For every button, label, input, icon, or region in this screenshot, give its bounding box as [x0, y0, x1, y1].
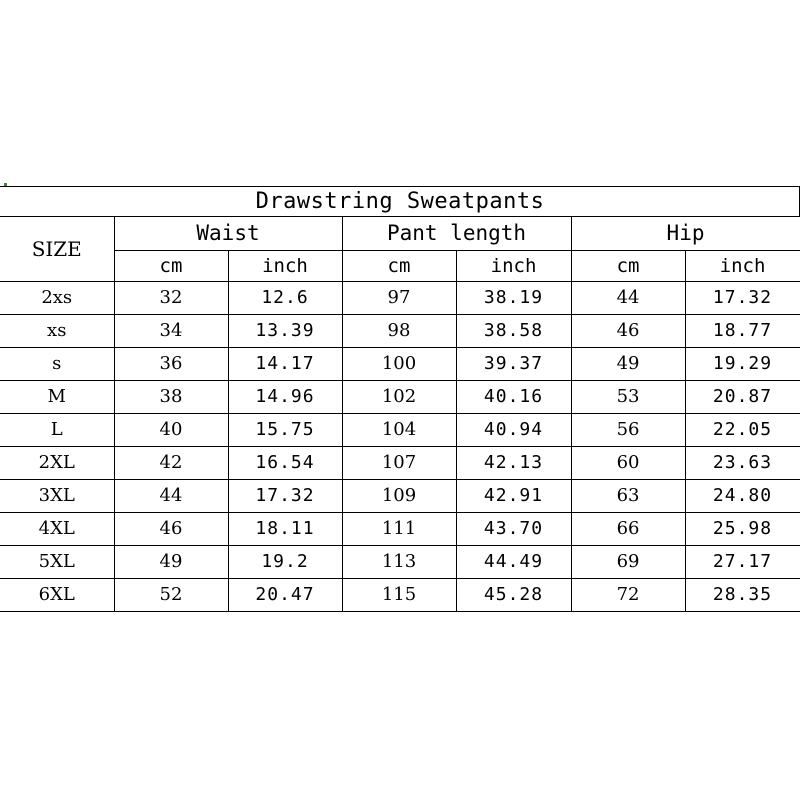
measurement-cell: 44: [571, 282, 685, 315]
header-row-groups: [0, 217, 800, 251]
chart-title-bar: [0, 186, 800, 216]
measurement-cell: 19.2: [228, 546, 342, 579]
table-row: [0, 480, 800, 513]
measurement-cell: 63: [571, 480, 685, 513]
measurement-cell: 40.94: [456, 414, 571, 447]
measurement-cell: 19.29: [685, 348, 800, 381]
measurement-cell: 113: [342, 546, 456, 579]
size-cell: 5XL: [0, 546, 114, 579]
measurement-cell: 17.32: [685, 282, 800, 315]
measurement-cell: 38: [114, 381, 228, 414]
measurement-cell: 32: [114, 282, 228, 315]
measurement-cell: 14.17: [228, 348, 342, 381]
measurement-cell: 18.77: [685, 315, 800, 348]
size-cell: 2XL: [0, 447, 114, 480]
table-row: [0, 447, 800, 480]
waist-group-header: Waist: [114, 217, 342, 251]
size-cell: 2xs: [0, 282, 114, 315]
measurement-cell: 115: [342, 579, 456, 612]
measurement-cell: 49: [114, 546, 228, 579]
measurement-cell: 97: [342, 282, 456, 315]
size-table-body: [0, 282, 800, 612]
size-cell: xs: [0, 315, 114, 348]
unit-header: cm: [114, 251, 228, 282]
table-row: [0, 348, 800, 381]
measurement-cell: 98: [342, 315, 456, 348]
measurement-cell: 16.54: [228, 447, 342, 480]
measurement-cell: 15.75: [228, 414, 342, 447]
measurement-cell: 66: [571, 513, 685, 546]
measurement-cell: 42.13: [456, 447, 571, 480]
measurement-cell: 49: [571, 348, 685, 381]
table-row: [0, 381, 800, 414]
pant-length-group-header: Pant length: [342, 217, 571, 251]
measurement-cell: 13.39: [228, 315, 342, 348]
measurement-cell: 36: [114, 348, 228, 381]
unit-header: inch: [685, 251, 800, 282]
measurement-cell: 102: [342, 381, 456, 414]
measurement-cell: 40: [114, 414, 228, 447]
measurement-cell: 45.28: [456, 579, 571, 612]
measurement-cell: 107: [342, 447, 456, 480]
measurement-cell: 27.17: [685, 546, 800, 579]
unit-header: cm: [342, 251, 456, 282]
measurement-cell: 38.58: [456, 315, 571, 348]
measurement-cell: 40.16: [456, 381, 571, 414]
measurement-cell: 25.98: [685, 513, 800, 546]
size-cell: 4XL: [0, 513, 114, 546]
measurement-cell: 72: [571, 579, 685, 612]
measurement-cell: 43.70: [456, 513, 571, 546]
measurement-cell: 53: [571, 381, 685, 414]
table-row: [0, 546, 800, 579]
measurement-cell: 12.6: [228, 282, 342, 315]
measurement-cell: 20.47: [228, 579, 342, 612]
measurement-cell: 18.11: [228, 513, 342, 546]
size-cell: s: [0, 348, 114, 381]
table-row: [0, 282, 800, 315]
measurement-cell: 111: [342, 513, 456, 546]
measurement-cell: 109: [342, 480, 456, 513]
measurement-cell: 46: [571, 315, 685, 348]
table-row: [0, 315, 800, 348]
measurement-cell: 44.49: [456, 546, 571, 579]
measurement-cell: 104: [342, 414, 456, 447]
measurement-cell: 39.37: [456, 348, 571, 381]
measurement-cell: 69: [571, 546, 685, 579]
measurement-cell: 38.19: [456, 282, 571, 315]
size-cell: M: [0, 381, 114, 414]
measurement-cell: 100: [342, 348, 456, 381]
hip-group-header: Hip: [571, 217, 800, 251]
measurement-cell: 56: [571, 414, 685, 447]
size-cell: L: [0, 414, 114, 447]
size-cell: 6XL: [0, 579, 114, 612]
measurement-cell: 22.05: [685, 414, 800, 447]
measurement-cell: 17.32: [228, 480, 342, 513]
size-table: [0, 216, 800, 612]
measurement-cell: 23.63: [685, 447, 800, 480]
measurement-cell: 14.96: [228, 381, 342, 414]
size-chart: [0, 186, 800, 614]
measurement-cell: 60: [571, 447, 685, 480]
measurement-cell: 24.80: [685, 480, 800, 513]
size-cell: 3XL: [0, 480, 114, 513]
table-row: [0, 579, 800, 612]
measurement-cell: 42.91: [456, 480, 571, 513]
measurement-cell: 28.35: [685, 579, 800, 612]
unit-header: inch: [228, 251, 342, 282]
header-row-units: [0, 251, 800, 282]
size-column-header: SIZE: [0, 217, 114, 282]
table-row: [0, 513, 800, 546]
chart-title: Drawstring Sweatpants: [255, 189, 545, 214]
measurement-cell: 20.87: [685, 381, 800, 414]
measurement-cell: 46: [114, 513, 228, 546]
unit-header: cm: [571, 251, 685, 282]
table-row: [0, 414, 800, 447]
unit-header: inch: [456, 251, 571, 282]
measurement-cell: 34: [114, 315, 228, 348]
measurement-cell: 42: [114, 447, 228, 480]
measurement-cell: 52: [114, 579, 228, 612]
measurement-cell: 44: [114, 480, 228, 513]
